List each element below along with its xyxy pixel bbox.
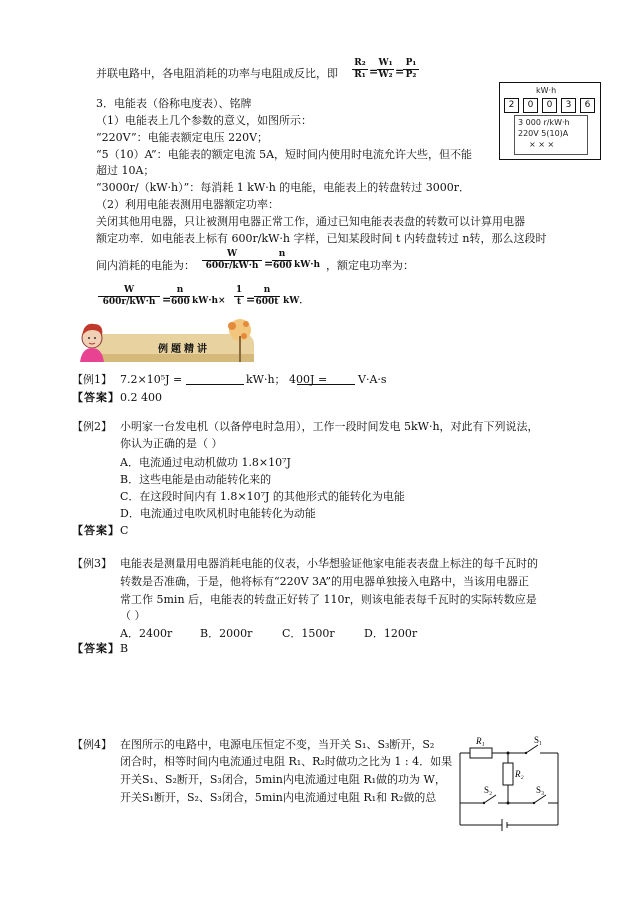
banner-title: 例题精讲 — [158, 344, 210, 355]
example-3-option-c: C．1500r — [282, 627, 335, 640]
example-1-label: 【例1】 — [72, 373, 112, 386]
label-s3: S₃ — [536, 785, 545, 795]
meter-digit: 6 — [580, 98, 595, 113]
para-line-1: 关闭其他用电器，只让被测用电器正常工作，通过已知电能表表盘的转数可以计算用电器 — [96, 215, 525, 228]
ratio-w1-w2: $\frac{\text{W₁}}{\text{W₂}}$ — [378, 58, 393, 80]
answer-blank[interactable] — [186, 374, 244, 385]
formula2-w-over: $\frac{W}{600r/kW\cdot h}$ — [98, 285, 160, 308]
example-3-answer-label: 【答案】 — [72, 642, 120, 655]
parallel-ratio-text: 并联电路中，各电阻消耗的功率与电阻成反比，即 — [96, 67, 338, 80]
formula2-tail: kW． — [283, 296, 309, 306]
example-3-q1: 电能表是测量用电器消耗电能的仪表，小华想验证他家电能表表盘上标注的每千瓦时的 — [120, 557, 538, 570]
answer-blank[interactable] — [297, 374, 355, 385]
formula1-eq: = — [264, 257, 274, 270]
example-4-q4: 开关S₁断开，S₂、S₃闭合，5min内电流通过电阻 R₁和 R₂做的总 — [120, 791, 437, 804]
example-3-option-a: A．2400r — [120, 627, 173, 640]
section-heading: 3．电能表（俗称电度表）、铭牌 — [96, 97, 252, 110]
switch-s2 — [484, 795, 496, 803]
meter-rating: 220V 5(10)A — [518, 129, 569, 138]
example-4-label: 【例4】 — [72, 738, 112, 751]
label-s1: S₁ — [534, 735, 543, 745]
sub-heading-2: （2）利用电能表测用电器额定功率： — [96, 198, 279, 211]
circuit-diagram — [454, 733, 566, 833]
example-4-q1: 在图所示的电路中，电源电压恒定不变，当开关 S₁、S₃断开，S₂ — [120, 738, 435, 751]
formula2-eq2: = — [246, 293, 256, 306]
example-2-label: 【例2】 — [72, 420, 112, 433]
example-2-option-d: D．电流通过电吹风机时电能转化为动能 — [120, 507, 316, 520]
example-3-answer: B — [120, 642, 129, 655]
meter-digit: 2 — [504, 98, 519, 113]
formula1-unit: kW·h — [294, 260, 321, 270]
example-3-q4: （ ） — [120, 609, 146, 622]
example-3-label: 【例3】 — [72, 557, 112, 570]
example-2-answer-label: 【答案】 — [72, 524, 120, 537]
example-3-option-b: B．2000r — [200, 627, 253, 640]
formula2-n-over: $\frac{n}{600}$ — [171, 285, 190, 307]
meter-rev-rate: 3 000 r/kW·h — [518, 118, 570, 127]
line-220v: “220V”：电能表额定电压 220V； — [96, 131, 269, 144]
meter-unit-label: kW·h — [536, 86, 557, 95]
sub-heading-1: （1）电能表上几个参数的意义，如图所示： — [96, 114, 312, 127]
eq-sign: = — [395, 65, 405, 78]
eq-sign: = — [369, 65, 379, 78]
label-r1: R₁ — [476, 736, 485, 746]
energy-meter-figure — [499, 82, 601, 160]
example-4-q3: 开关S₁、S₂断开，S₃闭合，5min内电流通过电阻 R₁做的功为 W， — [120, 773, 446, 786]
ratio-r2-r1: $\frac{\text{R₂}}{\text{R₁}}$ — [352, 58, 368, 81]
example-3-q2: 转数是否准确，于是，他将标有“220V 3A”的用电器单独接入电路中，当该用电器正 — [120, 575, 530, 588]
example-2-option-a: A．电流通过电动机做功 1.8×10⁷J — [120, 456, 291, 469]
line-5-10a: “5（10）A”：电能表的额定电流 5A，短时间内使用时电流允许大些，但不能 — [96, 148, 473, 161]
meter-digit: 0 — [523, 98, 538, 113]
formula1-w-over: $\frac{W}{600r/kW\cdot h}$ — [202, 249, 262, 272]
switch-s1 — [526, 745, 538, 753]
example-banner — [72, 316, 258, 368]
formula2-eq1: = — [162, 293, 172, 306]
line-5-10b: 超过 10A； — [96, 164, 155, 177]
formula1-tail: ，额定电功率为： — [326, 259, 414, 272]
example-2-q1: 小明家一台发电机（以备停电时急用），工作一段时间发电 5kW·h，对此有下列说法， — [120, 420, 539, 433]
example-1-part-a: 7.2×10⁵J = — [120, 373, 183, 386]
formula2-n-over-600t: $\frac{n}{600t}$ — [255, 285, 279, 307]
meter-nameplate — [514, 115, 588, 155]
meter-digit: 0 — [542, 98, 557, 113]
example-3-option-d: D．1200r — [364, 627, 418, 640]
formula2-unit: kW·h× — [192, 296, 226, 306]
example-1-answer: 0.2 400 — [120, 391, 162, 404]
formula1-n-over: $\frac{n}{600}$ — [273, 249, 292, 271]
para-line-2: 额定功率．如电能表上标有 600r/kW·h 字样，已知某段时间 t 内转盘转过 n转，那么这段时 — [96, 232, 547, 245]
ratio-p1-p2: $\frac{\text{P₁}}{\text{P₂}}$ — [403, 58, 419, 81]
formula2-one-over-t: $\frac{1}{t}$ — [235, 285, 243, 307]
line-3000: “3000r/（kW·h）”：每消耗 1 kW·h 的电能，电能表上的转盘转过 3000r． — [96, 181, 471, 194]
example-2-option-b: B．这些电能是由动能转化来的 — [120, 473, 272, 486]
example-4-q2: 闭合时，相等时间内电流通过电阻 R₁、R₂时做功之比为 1 : 4．如果 — [120, 755, 453, 768]
meter-serial: × × × — [529, 140, 555, 149]
label-s2: S₂ — [484, 785, 493, 795]
example-1-part-c: V·A·s — [358, 373, 387, 386]
resistor-r1 — [470, 748, 492, 758]
example-2-answer: C — [120, 524, 129, 537]
example-1-answer-label: 【答案】 — [72, 391, 120, 404]
example-2-option-c: C．在这段时间内有 1.8×10⁷J 的其他形式的能转化为电能 — [120, 490, 405, 503]
resistor-r2 — [503, 763, 513, 785]
para-line-3: 间内消耗的电能为： — [96, 259, 195, 272]
meter-digit: 3 — [561, 98, 576, 113]
label-r2: R₂ — [515, 769, 524, 779]
example-1-part-b: kW·h； 400J = — [246, 373, 328, 386]
example-2-q2: 你认为正确的是（ ） — [120, 437, 223, 450]
switch-s3 — [534, 795, 546, 803]
example-3-q3: 常工作 5min 后，电能表的转盘正好转了 110r，则该电能表每千瓦时的实际转数应是 — [120, 593, 537, 606]
